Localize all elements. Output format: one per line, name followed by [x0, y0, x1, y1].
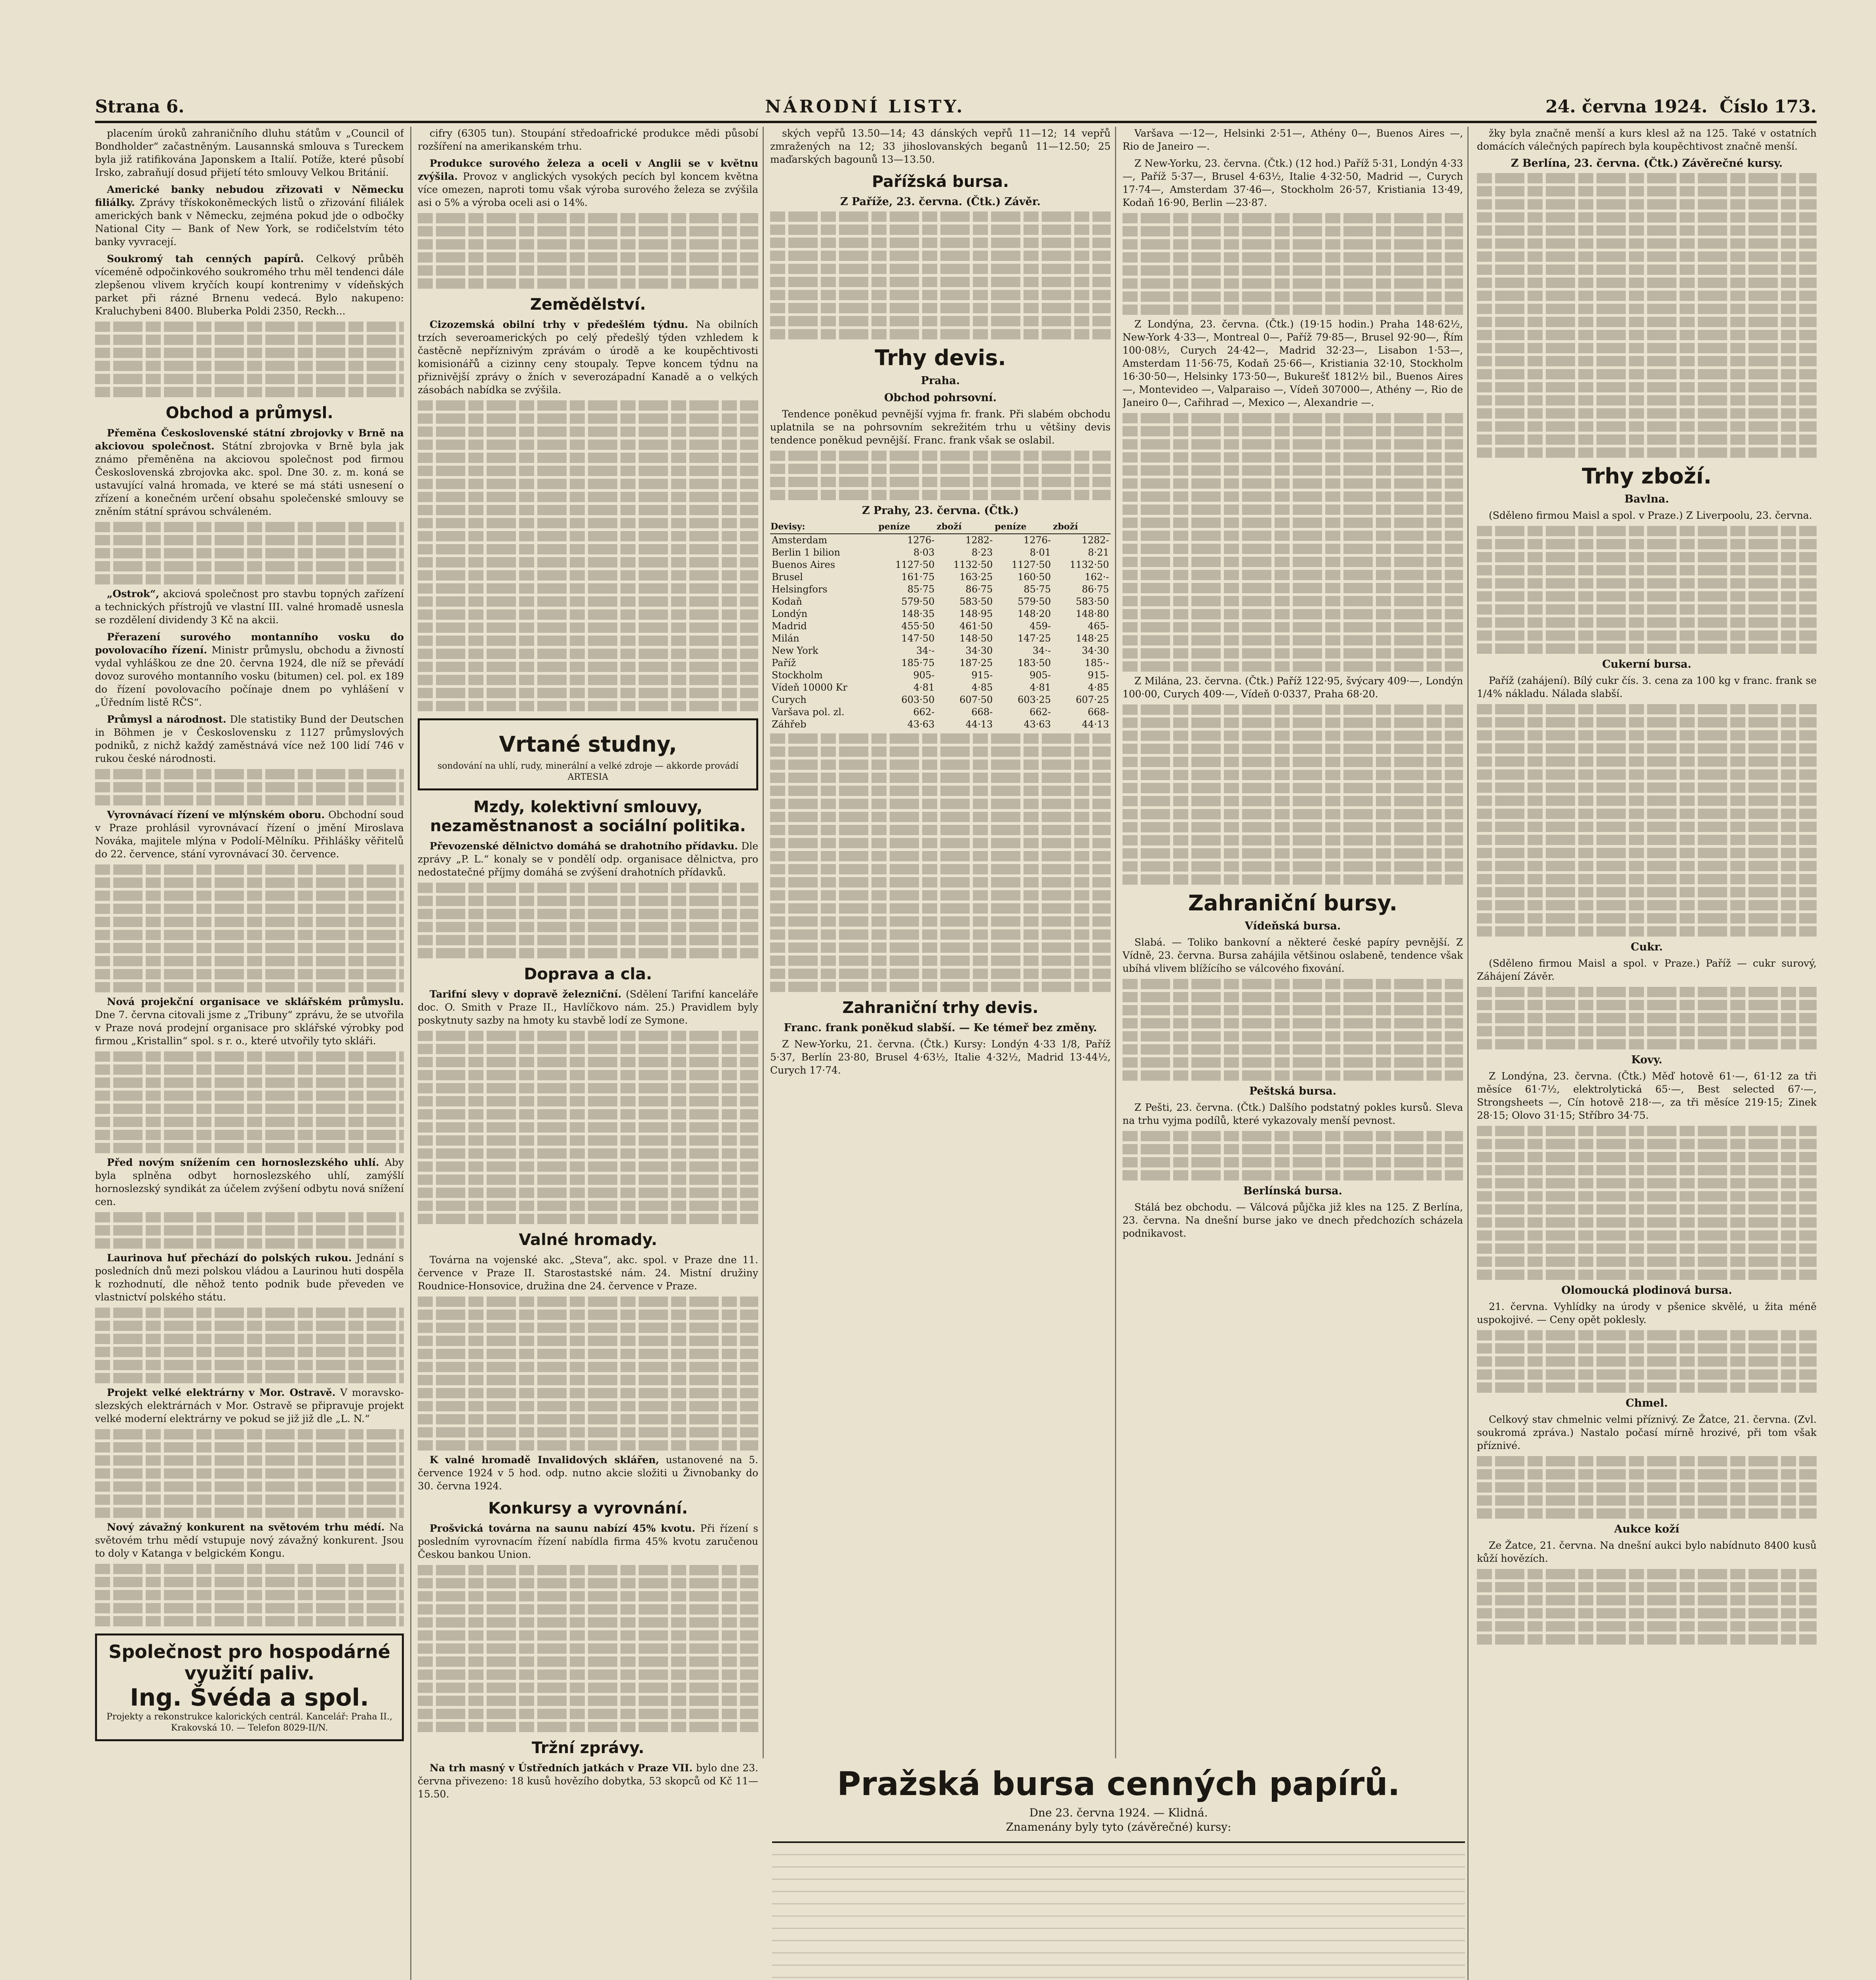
columns: [95, 127, 1817, 1980]
table-cell: 8·01: [1029, 547, 1051, 558]
table-row: [770, 657, 1111, 669]
article: Vyrovnávací řízení ve mlýnském oboru. Obchodní soud v Praze prohlásil vyrovnávací řízení o jmění Miroslava Nováka, majitele mlýna v Podolí-Mělníku. Přihlášky věřitelů do 22. července, stání vyrovnávací 30. července.: [95, 809, 404, 860]
table-cell: 85·75: [1024, 584, 1051, 595]
article-text: Ze Žatce, 21. června. Na dnešní aukci bylo nabídnuto 8400 kusů kůží hovězích.: [1477, 1540, 1817, 1564]
table-row: [770, 632, 1111, 645]
issue-date: 24. června 1924. Číslo 173.: [1545, 97, 1817, 117]
table-cell: 162·-: [1085, 571, 1109, 583]
table-cell: 161·75: [901, 571, 935, 583]
subheading: Vídeňská bursa.: [1244, 920, 1341, 932]
table-row: [770, 682, 1111, 694]
table-cell: 905-: [1029, 670, 1051, 681]
article: „Ostrok“, akciová společnost pro stavbu topných zařízení a technických přístrojů ve vlastní III. valné hromadě usnesla se rozdělení dividendy 3 Kč na akcii.: [95, 588, 404, 626]
table-row: [770, 559, 1111, 571]
table-header-cell: Devisy:: [770, 520, 878, 534]
table-cell: 603·25: [1018, 694, 1051, 705]
article: Prošvická továrna na saunu nabízí 45% kvotu. Při řízení s posledním vyrovnacím řízení nabídla firma 45% kvotu zaručenou Českou bankou Union.: [418, 1523, 758, 1560]
table-row: [770, 583, 1111, 596]
article-text: (Sděleno firmou Maisl a spol. v Praze.) Z Liverpoolu, 23. června.: [1489, 510, 1812, 521]
subheading: Berlínská bursa.: [1243, 1185, 1342, 1197]
article: Před novým snížením cen hornoslezského uhlí. Aby byla splněna odbyt hornoslezského uhlí, zamýšlí hornoslezský syndikát za účelem zvýšení odbytu nová snížení cen.: [95, 1157, 404, 1207]
table-cell: 1132·50: [953, 559, 993, 570]
column-3: [770, 127, 1111, 1758]
table-cell: 1127·50: [895, 559, 935, 570]
column-1: [95, 127, 404, 1980]
article-text: Z New-Yorku, 21. června. (Čtk.) Kursy: Londýn 4·33 1/8, Paříž 5·37, Berlín 23·80, Brusel 4·63½, Italie 4·32½, Madrid 13·44½, Curych 17·74.: [770, 1038, 1111, 1076]
subheading: Cukr.: [1631, 941, 1663, 953]
article-text: Továrna na vojenské akc. „Steva“, akc. spol. v Praze dne 11. července v Praze II. Starostastské nám. 24. Mistní družiny Roudnice-Honsovice, družina dne 24. července v Praze.: [418, 1254, 758, 1292]
table-row: [770, 706, 1111, 718]
stock-listing-table: [772, 1841, 1465, 1980]
table-cell: Londýn: [772, 608, 808, 619]
table-cell: 915-: [1088, 670, 1109, 681]
table-cell: 1282-: [1081, 535, 1109, 546]
table-cell: 1276-: [907, 535, 935, 546]
table-cell: 43·63: [1024, 719, 1051, 730]
table-cell: 44·13: [965, 719, 993, 730]
subheading: Peštská bursa.: [1249, 1085, 1337, 1097]
table-cell: 579·50: [901, 596, 935, 607]
article: Nový závažný konkurent na světovém trhu médí. Na světovém trhu mědí vstupuje nový závažný konkurent. Jsou to doly v Katanga v belgickém Kongu.: [95, 1521, 404, 1559]
table-cell: 86·75: [965, 584, 993, 595]
article: K valné hromadě Invalidových sklářen, ustanovené na 5. července 1924 v 5 hod. odp. nutno akcie složiti u Živnobanky do 30. června 1924.: [418, 1454, 758, 1492]
table-cell: 147·50: [901, 633, 935, 644]
table-cell: 1127·50: [1011, 559, 1051, 570]
article: Cizozemská obilní trhy v předešlém týdnu. Na obilních trzích severoamerických po celý předešlý týden vzhledem k častěcně nepříznivým zprávám o úrodě a ke koupěchtivosti komisionářů a cizinny ceny stoupaly. Tepve koncem týdnu na přiznivější zprávy o žních v severozápadní Kanadě a o velkých zásobách nabídka se zvýšila.: [418, 319, 758, 396]
table-cell: 4·85: [1088, 682, 1109, 693]
table-title: Z Prahy, 23. června. (Čtk.): [862, 505, 1019, 517]
prague-stock-exchange-subtitle: Dne 23. června 1924. — Klidná. Znamenány byly tyto (závěrečné) kursy:: [1006, 1806, 1231, 1833]
table-cell: Záhřeb: [772, 719, 807, 730]
column-4: [1123, 127, 1463, 1758]
article: Soukromý tah cenných papírů. Celkový průběh víceméně odpočinkového soukromého trhu měl tendenci dále zlepšenou vlivem kryčích koupí kontrenimy v vídeňských parket při rázné Brnenu vedecá. Bylo nakupeno: Kraluchybeni 8400. Bluberka Poldi 2350, Reckh...: [95, 253, 404, 317]
table-row: [770, 546, 1111, 559]
table-cell: 662-: [1029, 706, 1051, 718]
column-5: [1477, 127, 1817, 1980]
table-row: [770, 718, 1111, 731]
table-cell: Milán: [772, 633, 799, 644]
table-row: [770, 620, 1111, 632]
article: Přeměna Československé státní zbrojovky v Brně na akciovou společnost. Státní zbrojovka v Brně byla jak známo přeměněna na akciovou společnost pod firmou Československá zbrojovka akc. spol. Dne 30. z. m. koná se ustavující valná hromada, ve které se má státi usnesení o zřízení a konečném určení obsahu společenské smlouvy se zněním státní správou schváleném.: [95, 427, 404, 517]
article: Tarifní slevy v dopravě železniční. (Sdělení Tarifní kanceláře doc. O. Smith v Praze II., Havlíčkovo nám. 25.) Pravidlem byly poskytnuty sazby na hmoty ku stavbě lodí ze Symone.: [418, 988, 758, 1026]
page-header: [95, 89, 1817, 123]
table-header-cell: peníze: [994, 520, 1052, 534]
table-cell: Varšava pol. zl.: [772, 706, 845, 718]
table-cell: 34·30: [965, 645, 993, 656]
devisy-table: [770, 520, 1111, 731]
section-heading: Zahraniční trhy devis.: [842, 999, 1039, 1017]
table-cell: Vídeň 10000 Kr: [772, 682, 848, 693]
subheading: Franc. frank poněkud slabší. — Ke témeř bez změny.: [784, 1022, 1097, 1034]
article-text: žky byla značně menší a kurs klesl až na 125. Také v ostatních domácích válečných papírech byla koupěchtivost značně menší.: [1477, 128, 1817, 152]
table-cell: Amsterdam: [772, 535, 828, 546]
article-text: Z Londýna, 23. června. (Čtk.) (19·15 hodin.) Praha 148·62½, New-York 4·33—, Montreal 0—, Paříž 79·85—, Brusel 92·90—, Řím 100·08½, Curych 24·42—, Madrid 32·23—, Lisabon 1·53—, Amsterdam 11·56·75, Kodaň 25·66—, Kristiania 32·10, Stockholm 16·30·50—, Helsinky 173·50—, Bukurešť 1812½ bil., Buenos Aires —, Montevideo —, Valparaiso —, Vídeň 307000—, Athény —, Rio de Janeiro 0—, Cařihrad —, Mexico —, Alexandrie —.: [1123, 318, 1463, 408]
table-cell: 915-: [971, 670, 993, 681]
section-heading: Konkursy a vyrovnání.: [488, 1499, 688, 1517]
subheading: Z Berlína, 23. června. (Čtk.) Závěrečné kursy.: [1511, 157, 1783, 169]
table-cell: 187·25: [959, 657, 993, 668]
table-cell: 183·50: [1018, 657, 1051, 668]
article-text: Z Londýna, 23. června. (Čtk.) Měď hotově 61·—, 61·12 za tři měsíce 61·7½, elektrolytická 65·—, Best selected 67·—, Strongsheets —, Cín hotově 218·—, za tři měsíce 219·15; Zinek 28·15; Olovo 31·15; Stříbro 34·75.: [1477, 1070, 1817, 1121]
table-header-cell: zboží: [1052, 520, 1111, 534]
article-text: ských vepřů 13.50—14; 43 dánských vepřů 11—12; 14 vepřů zmražených na 12; 33 jihoslovanských beganů 11—12.50; 25 maďarských bagounů 13—13.50.: [770, 128, 1111, 165]
column-2: [418, 127, 758, 1980]
table-cell: 607·50: [959, 694, 993, 705]
table-row: [770, 571, 1111, 583]
article-text: cifry (6305 tun). Stoupání středoafrické produkce mědi působí rozšíření na amerikanském trhu.: [418, 128, 758, 152]
table-cell: 34·-: [916, 645, 935, 656]
table-row: [770, 645, 1111, 657]
table-cell: 148·25: [1076, 633, 1109, 644]
table-cell: 668-: [971, 706, 993, 718]
section-heading: Tržní zprávy.: [531, 1739, 645, 1757]
subheading: Aukce koží: [1614, 1523, 1680, 1535]
section-heading: Trhy devis.: [875, 345, 1006, 370]
table-cell: 465-: [1088, 621, 1109, 632]
subheading: Z Paříže, 23. června. (Čtk.) Závěr.: [840, 196, 1041, 208]
table-cell: Paříž: [772, 657, 796, 668]
table-cell: 1276-: [1023, 535, 1051, 546]
table-cell: 8·23: [971, 547, 993, 558]
table-cell: Stockholm: [772, 670, 823, 681]
subheading: Kovy.: [1631, 1054, 1663, 1066]
table-cell: 668-: [1088, 706, 1109, 718]
subheading: Chmel.: [1625, 1397, 1668, 1409]
table-row: [770, 534, 1111, 546]
table-row: [770, 694, 1111, 706]
table-cell: 583·50: [959, 596, 993, 607]
table-cell: 86·75: [1082, 584, 1109, 595]
table-cell: 4·81: [913, 682, 935, 693]
table-cell: 459-: [1029, 621, 1051, 632]
table-cell: 8·03: [913, 547, 935, 558]
table-header-cell: zboží: [936, 520, 994, 534]
table-cell: 461·50: [959, 621, 993, 632]
subheading: Cukerní bursa.: [1602, 658, 1691, 670]
article-text: 21. června. Vyhlídky na úrody v pšenice skvělé, u žita méně uspokojivé. — Ceny opět poklesly.: [1477, 1301, 1817, 1325]
article: Průmysl a národnost. Dle statistiky Bund der Deutschen in Böhmen je v Československu z 1127 průmyslových podniků, z nichž každý zaměstnává více než 100 lidí 746 v rukou české národnosti.: [95, 714, 404, 764]
table-row: [770, 608, 1111, 620]
table-cell: 662-: [913, 706, 935, 718]
table-cell: Kodaň: [772, 596, 802, 607]
table-cell: 185·-: [1085, 657, 1109, 668]
table-cell: 455·50: [901, 621, 935, 632]
table-cell: 579·50: [1018, 596, 1051, 607]
article-text: Z Milána, 23. června. (Čtk.) Paříž 122·95, švýcary 409·—, Londýn 100·00, Curych 409·—, Vídeň 0·0337, Praha 68·20.: [1123, 675, 1463, 700]
article-text: placením úroků zahraničního dluhu státům v „Council of Bondholder“ začastněným. Lausannská smlouva s Tureckem byla již ratifikována Japonskem a Italií. Potíže, které působí Irsko, zabraňují dosud přijetí této smlouvy Velkou Británií.: [95, 128, 404, 178]
section-heading: Pařížská bursa.: [871, 173, 1009, 191]
table-cell: 148·20: [1018, 608, 1051, 619]
table-cell: 148·80: [1076, 608, 1109, 619]
article: Projekt velké elektrárny v Mor. Ostravě. V moravsko-slezských elektrárnách v Mor. Ostravě se připravuje projekt velké moderní elektrárny ve pokud se již již dle „L. N.“: [95, 1387, 404, 1424]
table-cell: 603·50: [901, 694, 935, 705]
table-row: [770, 669, 1111, 682]
table-cell: Brusel: [772, 571, 803, 583]
table-cell: 148·95: [959, 608, 993, 619]
article: Produkce surového železa a oceli v Anglii se v květnu zvýšila. Provoz v anglických vysokých pecích byl koncem května více omezen, naproti tomu však výroba surového železa se zvýšila asi o 5% a výroba oceli asi o 14%.: [418, 158, 758, 208]
table-cell: Helsingfors: [772, 584, 828, 595]
table-cell: 607·25: [1076, 694, 1109, 705]
table-cell: 44·13: [1082, 719, 1109, 730]
table-cell: 1282-: [965, 535, 993, 546]
subheading: Olomoucká plodinová bursa.: [1561, 1284, 1732, 1297]
section-heading: Zahraniční bursy.: [1188, 891, 1398, 916]
table-cell: 8·21: [1088, 547, 1109, 558]
table-cell: 160·50: [1018, 571, 1051, 583]
article-text: (Sděleno firmou Maisl a spol. v Praze.) Paříž — cukr surový, Záhájení Závěr.: [1477, 958, 1817, 982]
section-heading: Obchod a průmysl.: [166, 404, 333, 422]
prague-stock-exchange-title: Pražská bursa cenných papírů.: [837, 1765, 1400, 1803]
subheading: Praha.: [921, 375, 960, 387]
table-cell: 148·35: [901, 608, 935, 619]
table-cell: 905-: [913, 670, 935, 681]
article-text: Stálá bez obchodu. — Válcová půjčka již kles na 125. Z Berlína, 23. června. Na dnešní burse jako ve dnech předchozích scházela podnikavost.: [1123, 1201, 1463, 1239]
table-cell: 85·75: [907, 584, 935, 595]
article-text: Z Pešti, 23. června. (Čtk.) Dalšího podstatný pokles kursů. Sleva na trhu vyjma podílů, které vykazovaly menší pevnost.: [1123, 1102, 1463, 1126]
table-cell: Curych: [772, 694, 807, 705]
table-cell: Buenos Aires: [772, 559, 835, 570]
table-cell: 185·75: [901, 657, 935, 668]
page-number: Strana 6.: [95, 97, 185, 117]
section-heading: Doprava a cla.: [524, 965, 652, 983]
article-text: Celkový stav chmelnic velmi příznivý. Ze Žatce, 21. června. (Zvl. soukromá zpráva.) Nastalo počasí mírně hrozivé, při tom však příznivé.: [1477, 1414, 1817, 1451]
masthead: NÁRODNÍ LISTY.: [765, 97, 965, 117]
article-text: Tendence poněkud pevnější vyjma fr. frank. Při slabém obchodu uplatnila se na pohrsovním sekrežitém trhu u většiny devis tendence poněkud pevnější. Franc. frank však se oslabil.: [770, 408, 1111, 446]
table-cell: 1132·50: [1069, 559, 1109, 570]
article: Laurinova huť přechází do polských rukou. Jednání s posledních dnů mezi polskou vládou a Laurinou huti dospěla k rozhodnutí, dle něhož tento podnik bude převeden ve vlastnictví polského státu.: [95, 1252, 404, 1303]
section-heading: Zemědělství.: [530, 295, 646, 314]
article: Nová projekční organisace ve sklářském průmyslu. Dne 7. června citovali jsme z „Tribuny“ zprávu, že se utvořila v Praze nová prodejní organisace pro sklářské výrobky pod firmou „Kristallin“ spol. s r. o., které utvořily tyto skláři.: [95, 996, 404, 1047]
subheading: Bavlna.: [1624, 493, 1669, 505]
article-text: Slabá. — Toliko bankovní a některé české papíry pevnější. Z Vídně, 23. června. Bursa zahájila většinou oslabeně, tendence však ubíhá vlivem blížícího se válcového fixování.: [1123, 937, 1463, 974]
table-cell: 34·30: [1082, 645, 1109, 656]
article-text: Z New-Yorku, 23. června. (Čtk.) (12 hod.) Paříž 5·31, Londýn 4·33—, Paříž 5·37—, Brusel 4·63½, Italie 4·32·50, Madrid —, Curych 17·74—, Amsterdam 37·46—, Stockholm 26·57, Kristiania 13·49, Kodaň 16·90, Berlin —23·87.: [1123, 158, 1463, 208]
table-cell: 4·85: [971, 682, 993, 693]
article-text: Varšava —·12—, Helsinki 2·51—, Athény 0—, Buenos Aires —, Rio de Janeiro —.: [1123, 128, 1463, 152]
table-header-cell: peníze: [878, 520, 936, 534]
section-heading: Valné hromady.: [519, 1231, 657, 1249]
advertisement-sveda: Společnost pro hospodárné využití paliv. Ing. Švéda a spol. Projekty a rekonstrukce kalorických centrál. Kancelář: Praha II., Krakovská 10. — Telefon 8029-II/N.: [95, 1634, 404, 1741]
advertisement-artesia: Vrtané studny, sondování na uhlí, rudy, minerální a velké zdroje — akkorde provádí ARTESIA: [418, 718, 758, 790]
table-cell: 34·-: [1032, 645, 1051, 656]
table-row: [770, 596, 1111, 608]
article-text: Paříž (zahájení). Bílý cukr čís. 3. cena za 100 kg v franc. frank se 1/4% nákladu. Nálada slabší.: [1477, 675, 1817, 699]
article: Přerazení surového montanního vosku do povolovacího řízení. Ministr průmyslu, obchodu a živností vydal vyhláškou ze dne 20. června 1924, dle níž se převádí dovoz surového montanního vosku (bitumen) cel. pol. ex 189 do řízení povolovacího počínaje dnem po vyhlášení v „Úředním listě RČS“.: [95, 631, 404, 708]
subheading: Obchod pohrsovní.: [884, 392, 997, 404]
table-cell: 163·25: [959, 571, 993, 583]
article: Na trh masný v Ústředních jatkách v Praze VII. bylo dne 23. června přivezeno: 18 kusů hovězího dobytka, 53 skopců od Kč 11—15.50.: [418, 1762, 758, 1800]
table-cell: 147·25: [1018, 633, 1051, 644]
table-cell: New York: [772, 645, 818, 656]
table-cell: Madrid: [772, 621, 807, 632]
article: Americké banky nebudou zřizovati v Německu filiálky. Zprávy třískokoněmeckých listů o zřizování filiálek amerických bank v Německu, zejména pokud jde o odbočky National City — Bank of New York, se rodičelstvím této banky vyvracejí.: [95, 184, 404, 248]
section-heading: Trhy zboží.: [1582, 464, 1712, 489]
table-cell: 583·50: [1076, 596, 1109, 607]
table-cell: Berlin 1 bilion: [772, 547, 840, 558]
article: Převozenské dělnictvo domáhá se drahotního přídavku. Dle zprávy „P. L.“ konaly se v pondělí odp. organisace dělnictva, pro nedostatečné příjmy domáhá se zvýšení drahotních přídavků.: [418, 840, 758, 878]
section-heading: Mzdy, kolektivní smlouvy, nezaměstnanost a sociální politika.: [430, 798, 746, 835]
table-cell: 43·63: [907, 719, 935, 730]
table-cell: 4·81: [1029, 682, 1051, 693]
table-cell: 148·50: [959, 633, 993, 644]
